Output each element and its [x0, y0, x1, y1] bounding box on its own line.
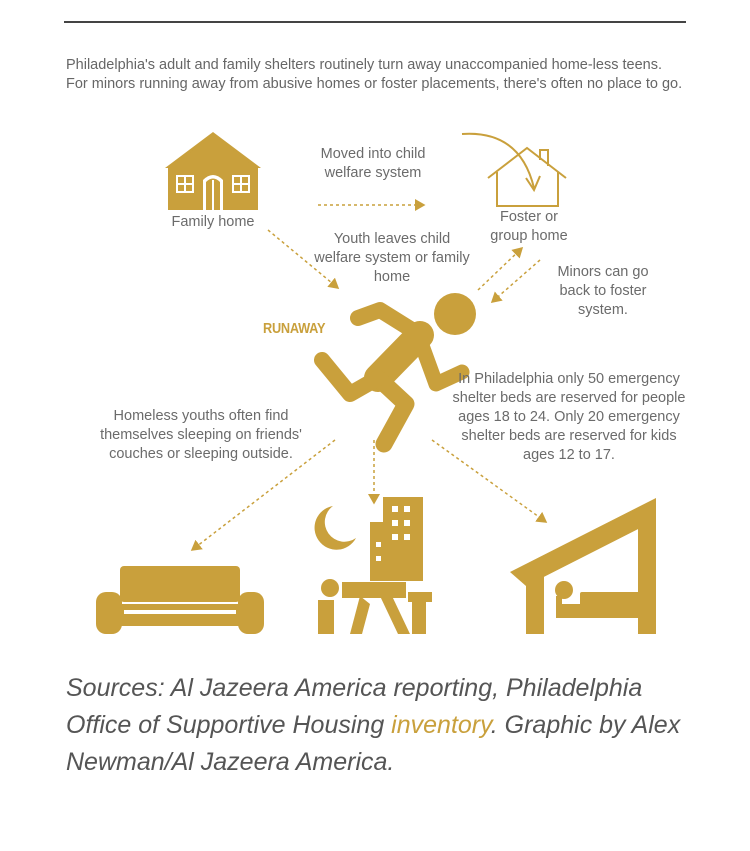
intro-text: Philadelphia's adult and family shelters routinely turn away unaccompanied home-less teens. For minors running away from abusive homes or foster placements, there's often no place to go. [66, 57, 683, 92]
label-family-home: Family home [171, 214, 255, 230]
caption-credit: . Graphic by Alex Newman/Al Jazeera America. [66, 711, 681, 776]
house-icon [165, 132, 261, 210]
inventory-link[interactable]: inventory [391, 711, 491, 739]
label-homeless-youths: Homeless youths often find themselves sleeping on friends' couches or sleeping outside. [100, 408, 302, 462]
shelter-bed-icon [510, 498, 656, 634]
label-shelter-stats: In Philadelphia only 50 emergency shelter beds are reserved for people ages 18 to 24. Only 20 emergency shelter beds are reserved for kids ages 12 to 17. [452, 371, 686, 463]
caption [66, 670, 706, 781]
couch-icon [96, 566, 264, 634]
foster-house-icon [462, 134, 566, 206]
sleeping-outside-icon [315, 497, 432, 634]
label-foster-home: Foster or group home [490, 209, 568, 244]
caption-text: Sources: Al Jazeera America reporting, Philadelphia Office of Supportive Housing [66, 674, 643, 739]
label-moved-into-welfare: Moved into child welfare system [320, 146, 426, 181]
label-minors-back: Minors can go back to foster system. [557, 264, 649, 318]
label-runaway: RUNAWAY [263, 320, 326, 337]
label-youth-leaves: Youth leaves child welfare system or family home [314, 231, 470, 285]
